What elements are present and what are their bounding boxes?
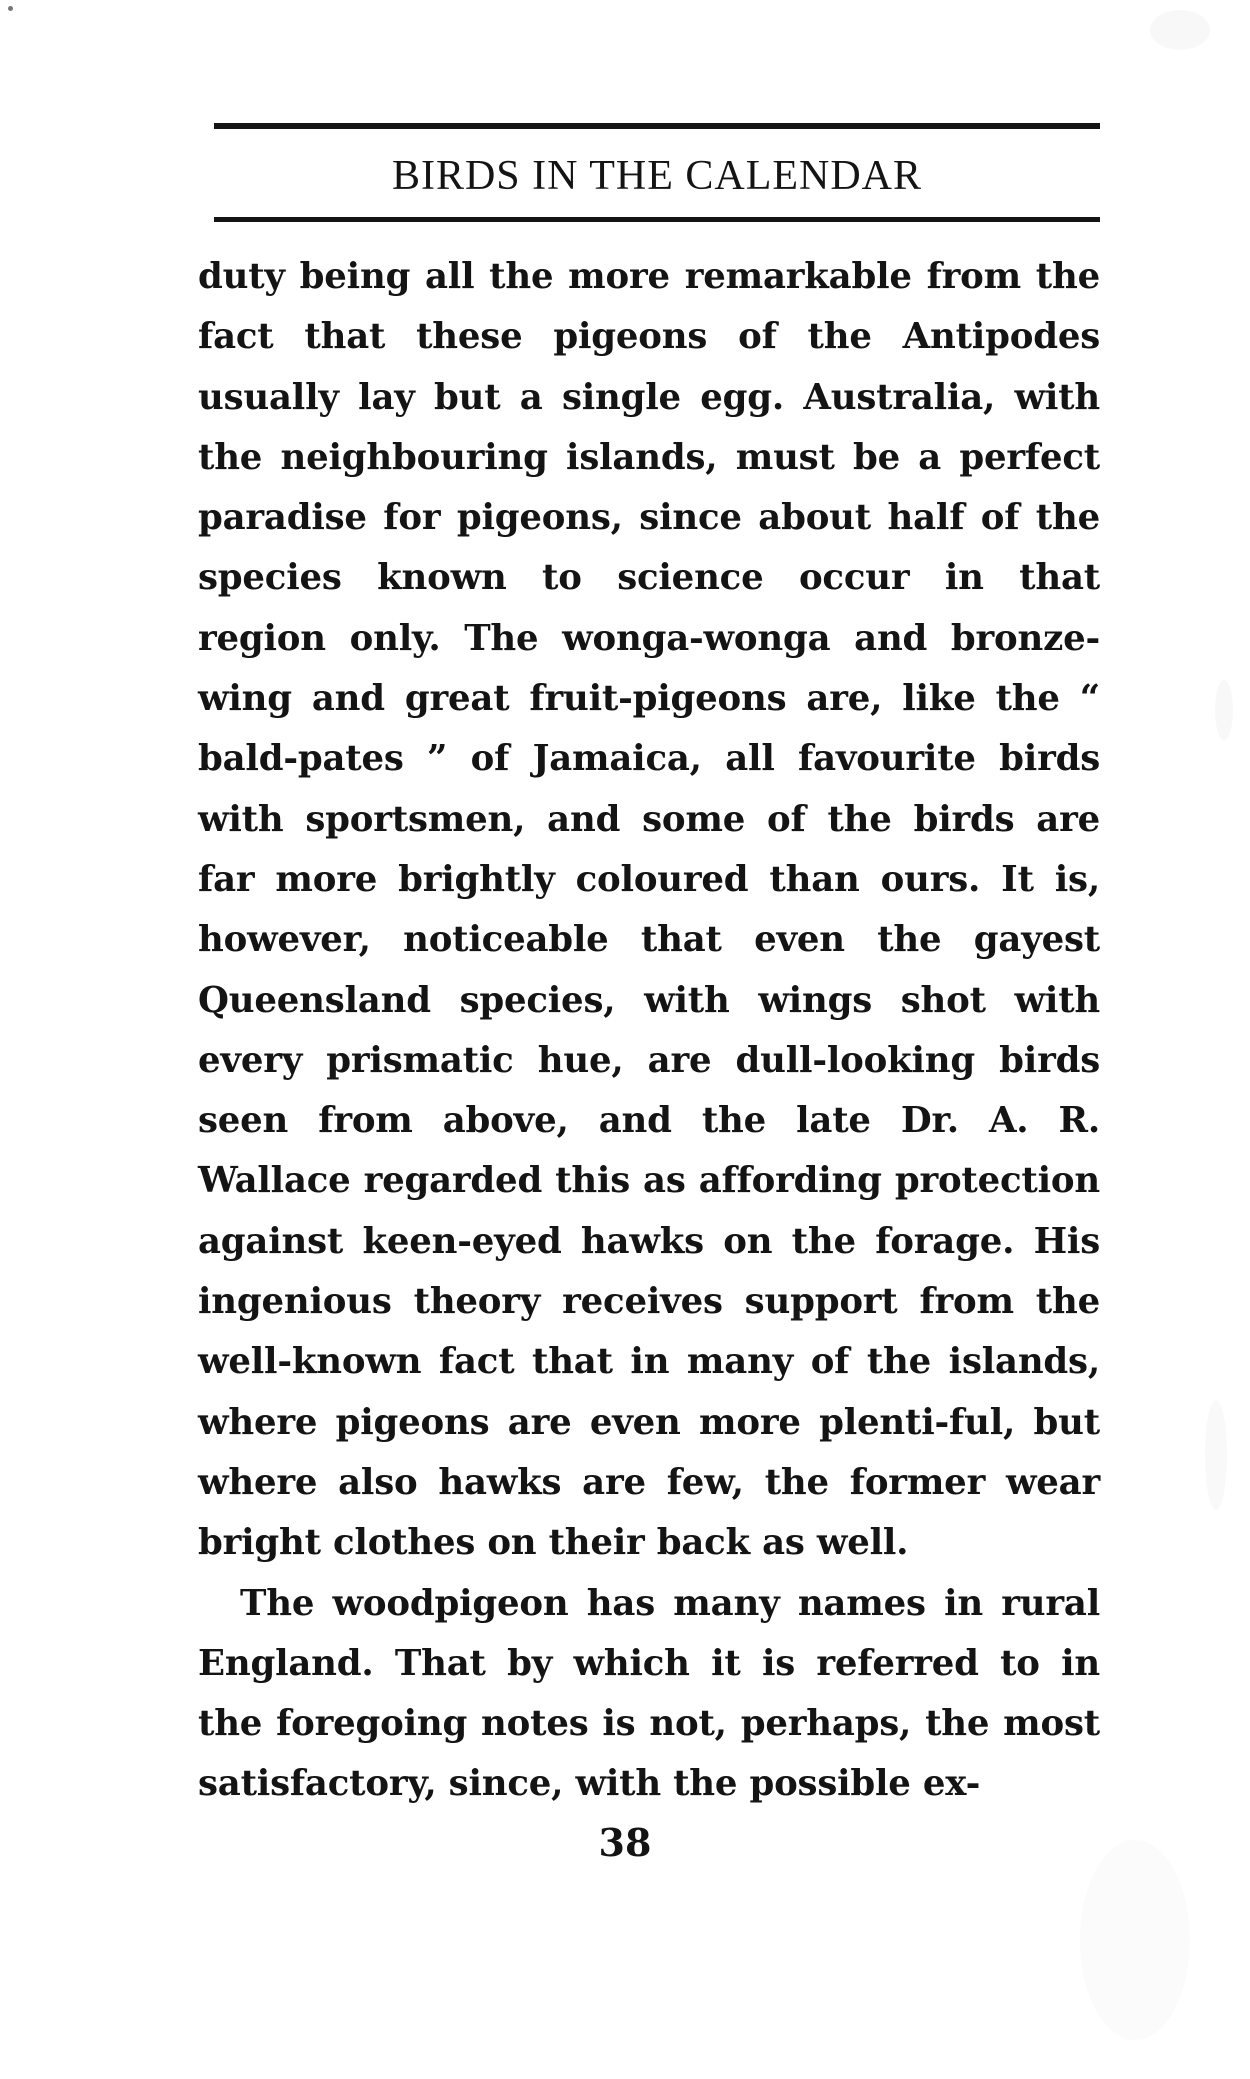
- scan-speckle: [1205, 1400, 1227, 1510]
- body-text: [198, 247, 1100, 1815]
- page-number: 38: [598, 1820, 652, 1865]
- paragraph: The woodpigeon has many names in rural England. That by which it is referred to in the foregoing notes is not, perhaps, the most satisfactory, since, with the possible ex-: [198, 1582, 1100, 1805]
- running-title: BIRDS IN THE CALENDAR: [391, 153, 923, 199]
- scan-speckle: [1215, 680, 1233, 740]
- header-top-rule: [214, 123, 1100, 129]
- header-bottom-rule: [214, 217, 1100, 222]
- scan-speckle: [1150, 10, 1210, 50]
- scan-speckle: [8, 6, 13, 11]
- paragraph: duty being all the more remarkable from the fact that these pigeons of the Antipodes usually lay but a single egg. Australia, with the neighbouring islands, must be a perfect paradise for pigeons, since about half of the species known to science occur in that region only. The wonga-wonga and bronze-wing and great fruit-pigeons are, like the “ bald-pates ” of Jamaica, all favourite birds with sportsmen, and some of the birds are far more brightly coloured than ours. It is, however, noticeable that even the gayest Queensland species, with wings shot with every prismatic hue, are dull-looking birds seen from above, and the late Dr. A. R. Wallace regarded this as affording protection against keen-eyed hawks on the forage. His ingenious theory receives support from the well-known fact that in many of the islands, where pigeons are even more plenti-ful, but where also hawks are few, the former wear bright clothes on their back as well.: [198, 256, 1100, 1564]
- scan-speckle: [1080, 1840, 1190, 2040]
